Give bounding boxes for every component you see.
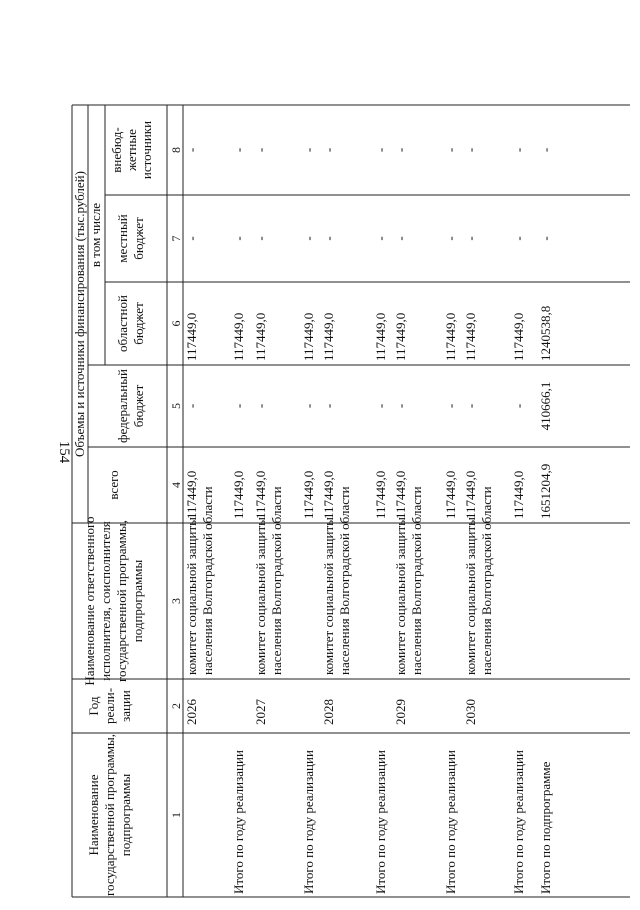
- cell-extrabudgetary: -: [253, 147, 268, 153]
- cell-extrabudgetary: -: [463, 147, 478, 153]
- cell-total: 117449,0: [511, 470, 526, 519]
- cell-total: 117449,0: [321, 470, 336, 519]
- row-total-label: Итого по году реализации: [443, 750, 458, 894]
- row-total-label: Итого по году реализации: [301, 750, 316, 894]
- column-number: 3: [169, 598, 183, 604]
- cell-federal: -: [253, 403, 268, 409]
- row-executor: населения Волгоградской области: [337, 486, 352, 675]
- cell-local: -: [231, 236, 246, 241]
- row-year: 2028: [321, 699, 336, 725]
- cell-local: -: [373, 236, 388, 241]
- column-number: 1: [169, 812, 183, 818]
- cell-regional: 117449,0: [231, 312, 246, 361]
- cell-total: 117449,0: [373, 470, 388, 519]
- cell-federal: -: [184, 403, 199, 409]
- row-executor: населения Волгоградской области: [200, 486, 215, 675]
- row-executor: комитет социальной защиты: [463, 517, 478, 675]
- cell-extrabudgetary: -: [373, 147, 388, 153]
- header-federal: бюджет: [131, 384, 146, 428]
- header-program-name: государственной программы,: [102, 734, 117, 896]
- cell-regional: 117449,0: [373, 312, 388, 361]
- cell-regional: 117449,0: [301, 312, 316, 361]
- cell-local: -: [253, 236, 268, 241]
- cell-federal: -: [463, 403, 478, 409]
- cell-local: -: [443, 236, 458, 241]
- column-number: 8: [169, 147, 183, 153]
- cell-extrabudgetary: -: [301, 147, 316, 153]
- cell-local: -: [321, 236, 336, 241]
- header-extrabudgetary: источники: [139, 120, 154, 180]
- cell-extrabudgetary: -: [321, 147, 336, 153]
- row-total-label: Итого по году реализации: [511, 750, 526, 894]
- header-executor: Наименование ответственного: [82, 516, 97, 686]
- header-year: Год: [86, 696, 101, 716]
- cell-local: -: [393, 236, 408, 241]
- cell-local: -: [463, 236, 478, 241]
- cell-total: 117449,0: [393, 470, 408, 519]
- row-executor: населения Волгоградской области: [409, 486, 424, 675]
- cell-extrabudgetary: -: [511, 147, 526, 153]
- column-number: 6: [169, 320, 183, 327]
- header-executor: исполнителя, соисполнителя: [98, 521, 113, 681]
- cell-extrabudgetary: -: [393, 147, 408, 153]
- cell-federal: -: [321, 403, 336, 409]
- cell-federal: -: [393, 403, 408, 409]
- header-extrabudgetary: жетные: [124, 129, 139, 171]
- header-year: зации: [118, 690, 133, 722]
- cell-regional: 117449,0: [253, 312, 268, 361]
- cell-extrabudgetary: -: [443, 147, 458, 153]
- row-year: 2027: [253, 699, 268, 725]
- cell-regional: 117449,0: [321, 312, 336, 361]
- row-year: 2030: [463, 699, 478, 725]
- cell-federal: -: [443, 403, 458, 409]
- cell-total: 117449,0: [443, 470, 458, 519]
- header-local: местный: [115, 214, 130, 263]
- column-number: 7: [169, 235, 183, 242]
- header-executor: государственной программы,: [114, 520, 129, 682]
- row-total-label: Итого по году реализации: [373, 750, 388, 894]
- cell-extrabudgetary: -: [538, 147, 553, 153]
- column-number: 4: [169, 482, 183, 488]
- cell-federal: -: [511, 403, 526, 409]
- cell-regional: 1240538,8: [538, 305, 553, 361]
- row-executor: населения Волгоградской области: [269, 486, 284, 675]
- row-total-label: Итого по подпрограмме: [538, 761, 553, 894]
- row-executor: комитет социальной защиты: [184, 517, 199, 675]
- header-program-name: подпрограммы: [118, 773, 133, 857]
- cell-total: 117449,0: [463, 470, 478, 519]
- header-executor: подпрограммы: [130, 559, 145, 643]
- cell-total: 117449,0: [231, 470, 246, 519]
- cell-regional: 117449,0: [511, 312, 526, 361]
- cell-total: 117449,0: [184, 470, 199, 519]
- column-number: 2: [169, 703, 183, 709]
- cell-federal: -: [301, 403, 316, 409]
- header-including: в том числе: [88, 202, 103, 268]
- cell-regional: 117449,0: [463, 312, 478, 361]
- header-extrabudgetary: внебюд-: [109, 127, 124, 173]
- header-regional: бюджет: [131, 302, 146, 345]
- row-year: 2029: [393, 699, 408, 725]
- row-year: 2026: [184, 699, 199, 725]
- row-executor: комитет социальной защиты: [253, 517, 268, 675]
- cell-local: -: [184, 236, 199, 241]
- cell-regional: 117449,0: [393, 312, 408, 361]
- header-local: бюджет: [131, 217, 146, 260]
- header-year: реали-: [102, 687, 117, 725]
- header-regional: областной: [115, 295, 130, 352]
- page-number: 154: [56, 440, 72, 464]
- cell-local: -: [511, 236, 526, 241]
- cell-federal: -: [373, 403, 388, 409]
- cell-federal: 410666,1: [538, 381, 553, 431]
- row-executor: населения Волгоградской области: [479, 486, 494, 675]
- cell-extrabudgetary: -: [184, 147, 199, 153]
- cell-total: 117449,0: [253, 470, 268, 519]
- cell-total: 1651204,9: [538, 463, 553, 519]
- header-program-name: Наименование: [86, 774, 101, 856]
- row-executor: комитет социальной защиты: [321, 517, 336, 675]
- cell-local: -: [538, 236, 553, 241]
- header-federal: федеральный: [115, 369, 130, 443]
- cell-federal: -: [231, 403, 246, 409]
- cell-total: 117449,0: [301, 470, 316, 519]
- row-executor: комитет социальной защиты: [393, 517, 408, 675]
- row-total-label: Итого по году реализации: [231, 750, 246, 894]
- cell-regional: 117449,0: [184, 312, 199, 361]
- header-financing-group: Объемы и источники финансирования (тыс.рублей): [72, 171, 87, 457]
- cell-local: -: [301, 236, 316, 241]
- column-number: 5: [169, 403, 183, 409]
- cell-regional: 117449,0: [443, 312, 458, 361]
- header-total: всего: [106, 470, 121, 500]
- cell-extrabudgetary: -: [231, 147, 246, 153]
